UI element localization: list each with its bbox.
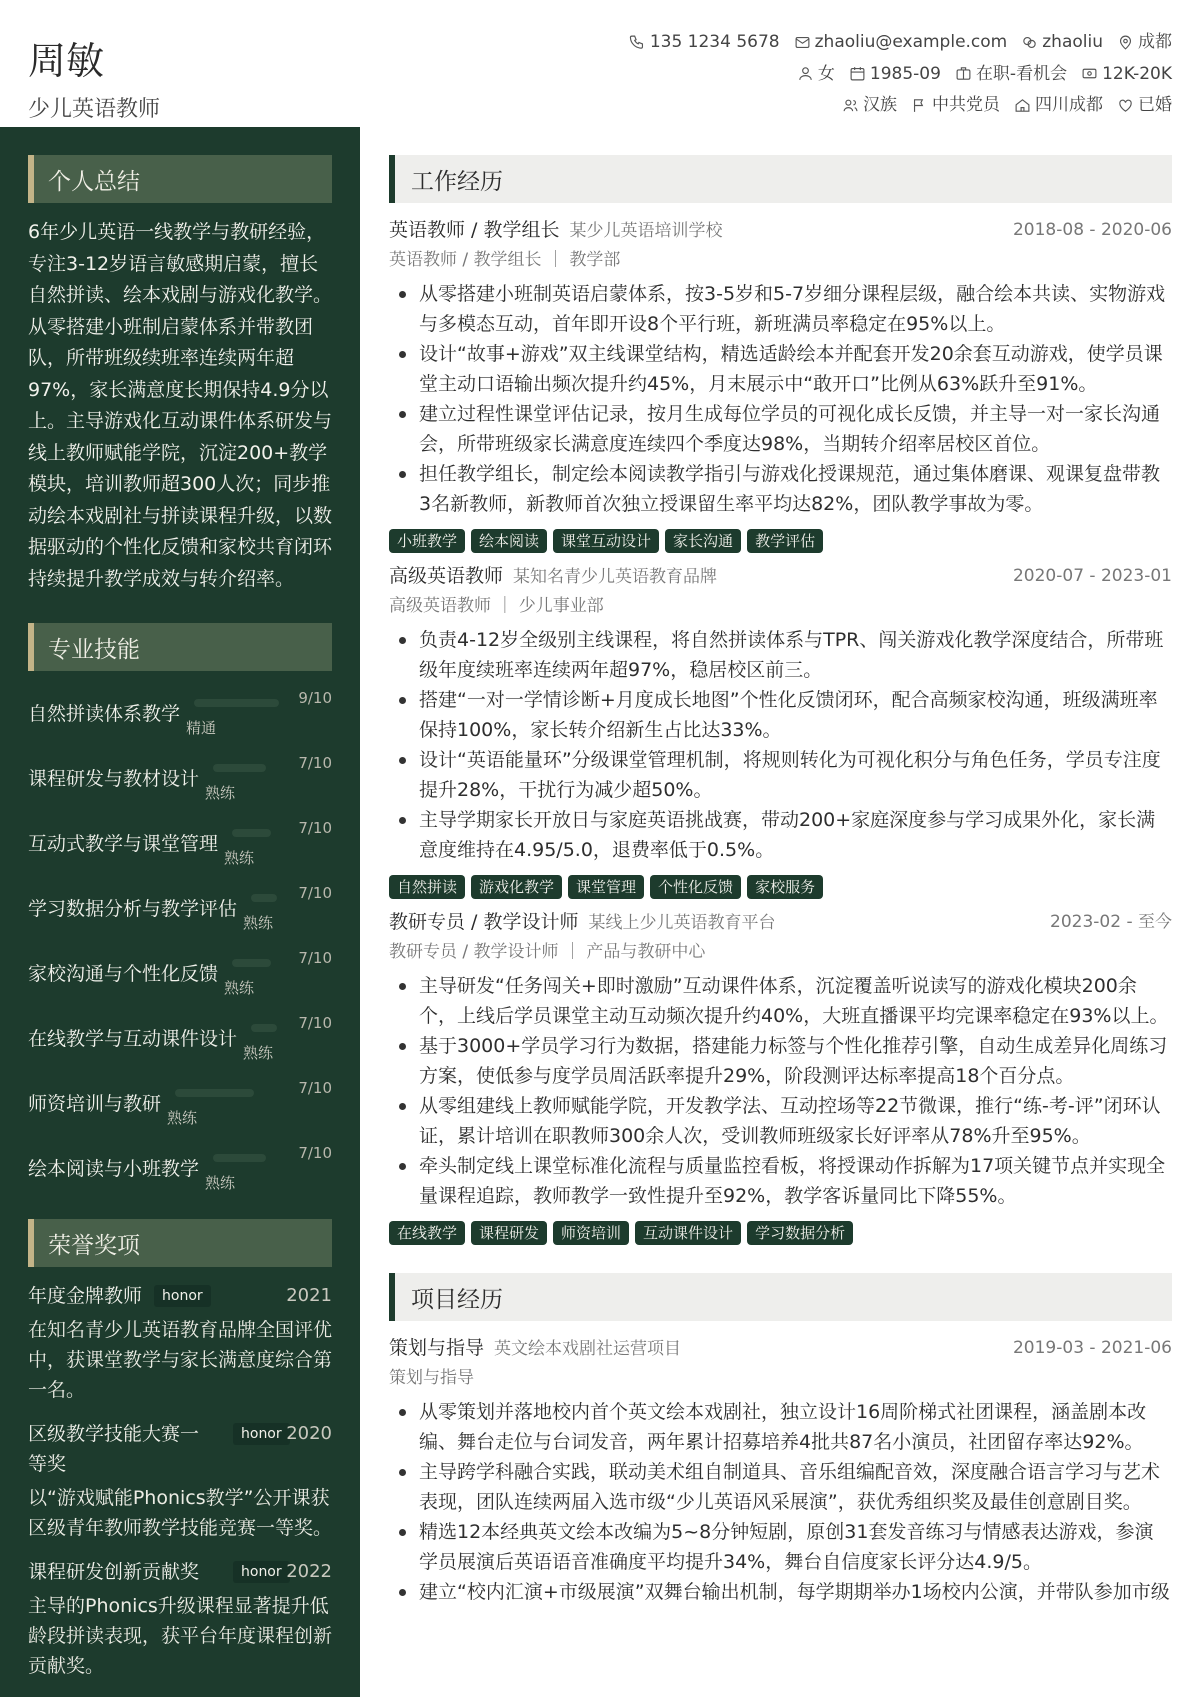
skill-bar [251,894,277,902]
calendar-icon [849,65,870,82]
skill-tag: 课堂管理 [568,875,644,899]
experience-entry [389,215,1172,555]
award-description: 主导的Phonics升级课程显著提升低龄段拼读表现，获平台年度课程创新贡献奖。 [28,1595,333,1677]
contact-text: 成都 [1138,32,1172,52]
contact-text: 四川成都 [1035,95,1103,115]
flag-icon [911,97,932,114]
people-icon [842,97,863,114]
contact-item [911,91,1000,119]
entry-subtitle: 英语教师 / 教学组长 ｜ 教学部 [389,250,621,270]
contact-text: zhaoliu@example.com [814,32,1008,52]
entry-title: 高级英语教师 [389,565,504,587]
contact-text: 135 1234 5678 [649,32,780,52]
work-list [389,215,1172,1247]
contact-text: zhaoliu [1042,32,1103,52]
award-header [28,1419,332,1479]
skill-tag: 个性化反馈 [650,875,741,899]
bullet-item: 从零策划并落地校内首个英文绘本戏剧社，独立设计16周阶梯式社团课程，涵盖剧本改编、舞台走位与台词发音，两年累计招募培养4批共87名小演员，社团留存率达92%。 [389,1397,1172,1457]
contact-row-2 [472,60,1172,92]
contact-item [1021,28,1103,56]
skill-name: 师资培训与教研 [28,1093,162,1115]
skill-item [28,815,332,880]
skill-item [28,1075,332,1140]
contact-item [1081,60,1172,88]
skill-name: 在线教学与互动课件设计 [28,1028,238,1050]
contact-text: 1985-09 [869,63,941,84]
contact-text: 中共党员 [932,95,1000,115]
entry-title: 英语教师 / 教学组长 [389,219,560,241]
skill-name: 自然拼读体系教学 [28,703,181,725]
bullet-item: 从零搭建小班制英语启蒙体系，按3-5岁和5-7岁细分课程层级，融合绘本共读、实物游戏与多模态互动，首年即开设8个平行班，新班满员率稳定在95%以上。 [389,279,1172,339]
entry-date: 2020-07 - 2023-01 [1012,566,1172,586]
skill-tag: 学习数据分析 [747,1221,853,1245]
skill-name: 课程研发与教材设计 [28,768,200,790]
contact-item [629,28,780,56]
experience-entry [389,907,1172,1247]
skill-tag: 课堂互动设计 [553,529,659,553]
award-header [28,1557,332,1587]
skill-level: 熟练 [167,1109,198,1127]
entry-header [389,215,1172,245]
bullet-item: 基于3000+学员学习行为数据，搭建能力标签与个性化推荐引擎，自动生成差异化周练习方案，使低参与度学员周活跃率提升29%，阶段测评达标率提高18个百分点。 [389,1031,1172,1091]
skill-tag: 家长沟通 [665,529,741,553]
bullet-item: 搭建“一对一学情诊断+月度成长地图”个性化反馈闭环，配合高频家校沟通，班级满班率保持100%，家长转介绍新生占比达33%。 [389,685,1172,745]
bullet-item: 精选12本经典英文绘本改编为5~8分钟短剧，原创31套发音练习与情感表达游戏，参演学员展演后英语语音准确度平均提升34%，舞台自信度家长评分达4.9/5。 [389,1517,1172,1577]
skill-level: 熟练 [224,979,255,997]
award-item [28,1557,332,1681]
skill-score: 7/10 [298,754,332,772]
entry-organization: 某线上少儿英语教育平台 [588,913,776,933]
awards-heading: 荣誉奖项 [28,1219,332,1267]
projects-list [389,1333,1172,1607]
work-heading: 工作经历 [389,155,1172,203]
skill-item [28,685,332,750]
skill-item [28,750,332,815]
skill-bar [213,1154,265,1162]
entry-subtitle: 教研专员 / 教学设计师 ｜ 产品与教研中心 [389,942,706,962]
skill-name: 绘本阅读与小班教学 [28,1158,200,1180]
entry-header [389,907,1172,937]
skill-level: 熟练 [243,914,274,932]
entry-bullets [389,279,1172,519]
skill-score: 7/10 [298,1079,332,1097]
experience-entry [389,1333,1172,1607]
award-name: 年度金牌教师 [28,1285,143,1307]
candidate-name: 周敏 [28,39,105,83]
skill-level: 熟练 [243,1044,274,1062]
skill-bar [251,1024,277,1032]
skill-level: 精通 [186,719,217,737]
entry-bullets [389,1397,1172,1607]
skill-score: 7/10 [298,1144,332,1162]
award-year: 2021 [286,1285,332,1306]
bullet-item: 设计“英语能量环”分级课堂管理机制，将规则转化为可视化积分与角色任务，学员专注度提升28%，干扰行为减少超50%。 [389,745,1172,805]
skill-item [28,945,332,1010]
heart-icon [1117,97,1138,114]
location-icon [1117,34,1138,51]
contact-info [472,28,1172,123]
award-item [28,1281,332,1405]
skill-item [28,880,332,945]
entry-tags [389,875,1172,901]
briefcase-icon [955,65,976,82]
contact-row-3 [472,91,1172,123]
skill-name: 学习数据分析与教学评估 [28,898,238,920]
contact-text: 12K-20K [1102,63,1172,84]
entry-subtitle: 高级英语教师 ｜ 少儿事业部 [389,596,604,616]
bullet-item: 牵头制定线上课堂标准化流程与质量监控看板，将授课动作拆解为17项关键节点并实现全量课程追踪，教师教学一致性提升至92%，教学客诉量同比下降55%。 [389,1151,1172,1211]
entry-tags [389,529,1172,555]
skill-bar [194,699,279,707]
contact-text: 汉族 [863,95,897,115]
skill-tag: 自然拼读 [389,875,465,899]
entry-bullets [389,971,1172,1211]
entry-date: 2018-08 - 2020-06 [1012,220,1172,240]
wechat-icon [1021,34,1042,51]
bullet-item: 担任教学组长，制定绘本阅读教学指引与游戏化授课规范，通过集体磨课、观课复盘带教3名新教师，新教师首次独立授课留生率平均达82%，团队教学事故为零。 [389,459,1172,519]
skill-bar [175,1089,254,1097]
sidebar [0,127,360,1697]
skill-item [28,1010,332,1075]
summary-heading: 个人总结 [28,155,332,203]
bullet-item: 从零组建线上教师赋能学院，开发教学法、互动控场等22节微课，推行“练-考-评”闭环认证，累计培训在职教师300余人次，受训教师班级家长好评率从78%升至95%。 [389,1091,1172,1151]
skills-list [28,685,332,1205]
award-item [28,1419,332,1543]
summary-text: 6年少儿英语一线教学与教研经验，专注3-12岁语言敏感期启蒙，擅长自然拼读、绘本戏剧与游戏化教学。从零搭建小班制启蒙体系并带教团队，所带班级续班率连续两年超97%，家长满意度长期保持4.9分以上。主导游戏化互动课件体系研发与线上教师赋能学院，沉淀200+教学模块，培训教师超300人次；同步推动绘本戏剧社与拼读课程升级，以数据驱动的个性化反馈和家校共育闭环持续提升教学成效与转介绍率。 [28,221,333,590]
skill-tag: 在线教学 [389,1221,465,1245]
entry-title: 教研专员 / 教学设计师 [389,911,579,933]
contact-item [1117,28,1172,56]
award-name: 区级教学技能大赛一等奖 [28,1423,200,1475]
skill-name: 家校沟通与个性化反馈 [28,963,219,985]
money-icon [1081,65,1102,82]
entry-date: 2019-03 - 2021-06 [1012,1338,1172,1358]
contact-item [849,60,941,88]
skill-tag: 家校服务 [747,875,823,899]
contact-item [797,60,835,88]
award-year: 2022 [286,1561,332,1582]
contact-item [794,28,1008,56]
entry-tags [389,1221,1172,1247]
honor-badge: honor [233,1561,290,1583]
phone-icon [629,34,650,51]
skill-tag: 游戏化教学 [471,875,562,899]
award-name: 课程研发创新贡献奖 [28,1561,200,1583]
skill-tag: 小班教学 [389,529,465,553]
entry-title: 策划与指导 [389,1337,485,1359]
skill-bar [232,959,271,967]
entry-header [389,1333,1172,1363]
entry-header [389,561,1172,591]
contact-item [842,91,897,119]
bullet-item: 建立“校内汇演+市级展演”双舞台输出机制，每学期期举办1场校内公演，并带队参加市级 [389,1577,1172,1607]
skill-score: 7/10 [298,884,332,902]
award-description: 在知名青少儿英语教育品牌全国评优中，获课堂教学与家长满意度综合第一名。 [28,1319,333,1401]
contact-row-1 [472,28,1172,60]
entry-subtitle: 策划与指导 [389,1368,474,1388]
contact-item [955,60,1067,88]
contact-item [1117,91,1172,119]
bullet-item: 主导研发“任务闯关+即时激励”互动课件体系，沉淀覆盖听说读写的游戏化模块200余个，上线后学员课堂主动互动频次提升约40%，大班直播课平均完课率稳定在93%以上。 [389,971,1172,1031]
contact-item [1014,91,1103,119]
entry-organization: 某知名青少儿英语教育品牌 [513,567,718,587]
contact-text: 在职-看机会 [975,63,1068,84]
bullet-item: 负责4-12岁全级别主线课程，将自然拼读体系与TPR、闯关游戏化教学深度结合，所带班级年度续班率连续两年超97%，稳居校区前三。 [389,625,1172,685]
contact-text: 女 [817,63,835,84]
skill-score: 7/10 [298,949,332,967]
skill-item [28,1140,332,1205]
skill-bar [213,764,265,772]
skill-tag: 绘本阅读 [471,529,547,553]
experience-entry [389,561,1172,901]
mail-icon [794,34,815,51]
skill-level: 熟练 [205,1174,236,1192]
skill-tag: 互动课件设计 [635,1221,741,1245]
skill-name: 互动式教学与课堂管理 [28,833,219,855]
entry-organization: 英文绘本戏剧社运营项目 [494,1339,682,1359]
main-content [389,155,1172,1611]
honor-badge: honor [233,1423,290,1445]
award-header [28,1281,332,1311]
bullet-item: 主导跨学科融合实践，联动美术组自制道具、音乐组编配音效，深度融合语言学习与艺术表现，团队连续两届入选市级“少儿英语风采展演”，获优秀组织奖及最佳创意剧目奖。 [389,1457,1172,1517]
awards-list [28,1281,332,1681]
skill-score: 7/10 [298,1014,332,1032]
entry-bullets [389,625,1172,865]
skill-level: 熟练 [224,849,255,867]
skill-score: 9/10 [298,689,332,707]
skill-bar [232,829,271,837]
candidate-title: 少儿英语教师 [28,97,161,122]
person-icon [797,65,818,82]
home-icon [1014,97,1035,114]
projects-heading: 项目经历 [389,1273,1172,1321]
skills-heading: 专业技能 [28,623,332,671]
resume-header [0,0,1200,127]
contact-text: 已婚 [1138,95,1172,115]
entry-date: 2023-02 - 至今 [1050,912,1172,932]
skill-tag: 课程研发 [471,1221,547,1245]
entry-organization: 某少儿英语培训学校 [569,221,723,241]
skill-tag: 师资培训 [553,1221,629,1245]
bullet-item: 设计“故事+游戏”双主线课堂结构，精选适龄绘本并配套开发20余套互动游戏，使学员课堂主动口语输出频次提升约45%，月末展示中“敢开口”比例从63%跃升至91%。 [389,339,1172,399]
award-description: 以“游戏赋能Phonics教学”公开课获区级青年教师教学技能竞赛一等奖。 [28,1487,333,1539]
skill-level: 熟练 [205,784,236,802]
award-year: 2020 [286,1423,332,1444]
skill-tag: 教学评估 [747,529,823,553]
bullet-item: 主导学期家长开放日与家庭英语挑战赛，带动200+家庭深度参与学习成果外化，家长满意度维持在4.95/5.0，退费率低于0.5%。 [389,805,1172,865]
skill-score: 7/10 [298,819,332,837]
bullet-item: 建立过程性课堂评估记录，按月生成每位学员的可视化成长反馈，并主导一对一家长沟通会，所带班级家长满意度连续四个季度达98%，当期转介绍率居校区首位。 [389,399,1172,459]
honor-badge: honor [154,1285,211,1307]
